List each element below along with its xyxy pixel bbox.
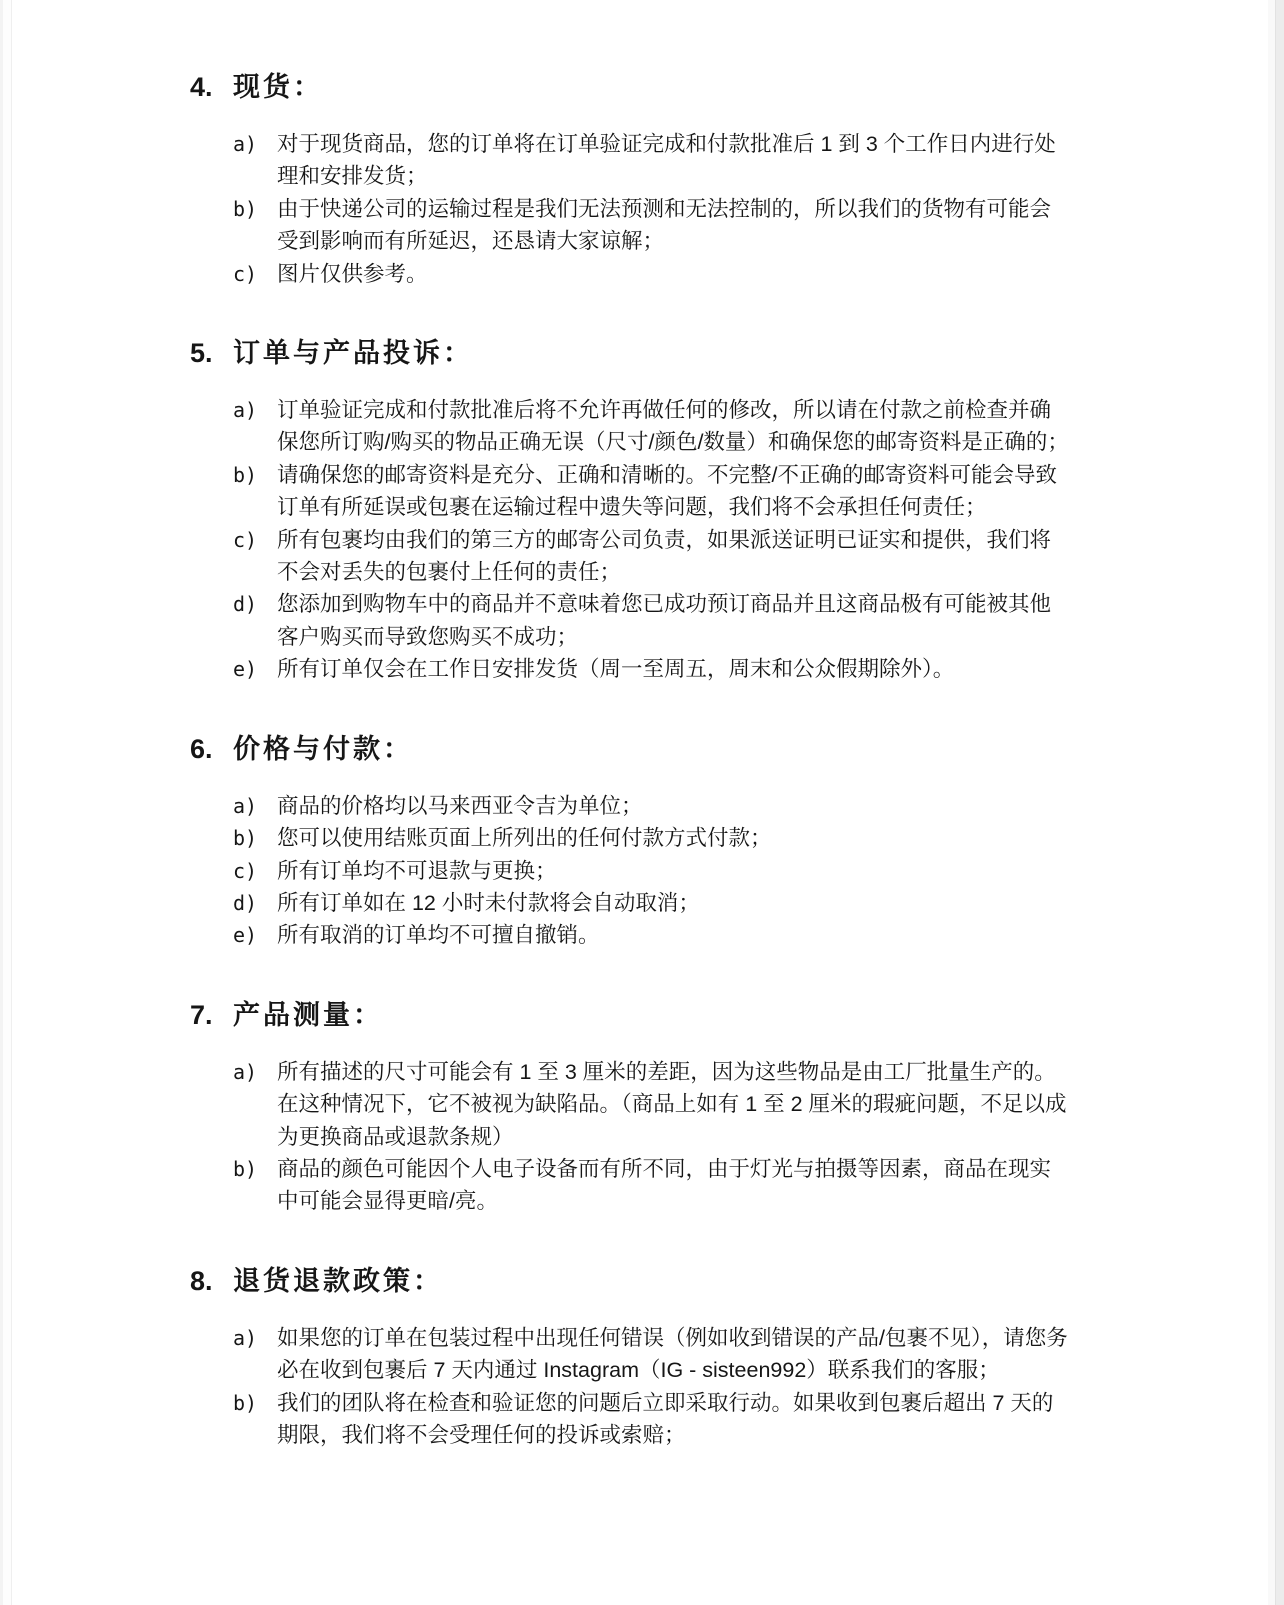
item-label: a) <box>233 1059 258 1084</box>
section-number: 8. <box>190 1265 213 1296</box>
item-text: 您添加到购物车中的商品并不意味着您已成功预订商品并且这商品极有可能被其他客户购买而导致您购买不成功； <box>277 592 1052 649</box>
list-item <box>233 128 1071 193</box>
items-list <box>233 1322 1071 1452</box>
item-label: c) <box>233 527 258 552</box>
item-text: 由于快递公司的运输过程是我们无法预测和无法控制的，所以我们的货物有可能会受到影响而有所延迟，还恳请大家谅解； <box>277 196 1052 254</box>
document-page <box>12 0 1267 1605</box>
section-title: 现货： <box>233 72 323 102</box>
document-content <box>12 0 1267 1451</box>
list-item <box>233 919 1071 951</box>
section-heading <box>190 732 1071 766</box>
section-number: 5. <box>190 338 213 369</box>
item-label: d) <box>233 592 258 617</box>
item-label: a) <box>233 132 258 156</box>
items-list <box>233 790 1071 952</box>
item-text: 对于现货商品，您的订单将在订单验证完成和付款批准后 1 到 3 个工作日内进行处理和安排发货； <box>277 132 1056 189</box>
item-label: c) <box>233 261 258 286</box>
item-text: 订单验证完成和付款批准后将不允许再做任何的修改，所以请在付款之前检查并确保您所订购/购买的物品正确无误（尺寸/颜色/数量）和确保您的邮寄资料是正确的； <box>277 398 1069 455</box>
list-item <box>233 1153 1071 1218</box>
section-heading <box>190 70 1071 104</box>
item-label: b) <box>233 196 258 221</box>
item-label: b) <box>233 1156 258 1181</box>
item-label: c) <box>233 858 258 883</box>
section-number: 4. <box>190 72 213 102</box>
section-4-in-stock <box>190 70 1071 290</box>
item-label: a) <box>233 398 258 423</box>
section-number: 7. <box>190 999 213 1030</box>
item-label: d) <box>233 890 258 915</box>
item-label: a) <box>233 793 258 818</box>
section-5-order-complaints <box>190 336 1071 686</box>
item-text: 所有订单如在 12 小时未付款将会自动取消； <box>277 890 700 915</box>
item-text: 商品的颜色可能因个人电子设备而有所不同，由于灯光与拍摄等因素，商品在现实中可能会显得更暗/亮。 <box>277 1156 1052 1214</box>
item-text: 所有订单仅会在工作日安排发货（周一至周五，周末和公众假期除外）。 <box>277 657 955 682</box>
item-text: 如果您的订单在包装过程中出现任何错误（例如收到错误的产品/包裹不见），请您务必在收到包裹后 7 天内通过 Instagram（IG - sisteen992）联系我们的客服； <box>277 1325 1068 1383</box>
list-item <box>233 588 1071 653</box>
list-item <box>233 653 1071 685</box>
list-item <box>233 822 1071 854</box>
section-heading <box>190 998 1071 1032</box>
item-text: 所有取消的订单均不可擅自撤销。 <box>277 923 600 948</box>
item-label: e) <box>233 923 258 948</box>
item-label: b) <box>233 462 258 487</box>
item-text: 所有订单均不可退款与更换； <box>277 858 557 883</box>
item-text: 所有描述的尺寸可能会有 1 至 3 厘米的差距，因为这些物品是由工厂批量生产的。在这种情况下，它不被视为缺陷品。（商品上如有 1 至 2 厘米的瑕疵问题，不足以成为更换商品或退款条规） <box>277 1059 1067 1149</box>
section-title: 订单与产品投诉： <box>233 338 473 369</box>
section-number: 6. <box>190 733 213 764</box>
section-heading <box>190 336 1071 370</box>
items-list <box>233 1056 1071 1218</box>
item-text: 请确保您的邮寄资料是充分、正确和清晰的。不完整/不正确的邮寄资料可能会导致订单有所延误或包裹在运输过程中遗失等问题，我们将不会承担任何责任； <box>277 462 1057 520</box>
list-item <box>233 524 1071 589</box>
list-item <box>233 1387 1071 1452</box>
item-text: 图片仅供参考。 <box>277 261 428 286</box>
list-item <box>233 394 1071 459</box>
section-7-product-measurement <box>190 998 1071 1218</box>
item-text: 商品的价格均以马来西亚令吉为单位； <box>277 793 643 818</box>
viewer-right-edge <box>1275 0 1284 1605</box>
list-item <box>233 1056 1071 1153</box>
list-item <box>233 887 1071 919</box>
item-label: b) <box>233 826 258 851</box>
item-label: a) <box>233 1325 258 1350</box>
list-item <box>233 855 1071 887</box>
section-title: 产品测量： <box>233 999 383 1030</box>
items-list <box>233 394 1071 686</box>
list-item <box>233 258 1071 290</box>
items-list <box>233 128 1071 290</box>
list-item <box>233 193 1071 258</box>
item-label: b) <box>233 1390 258 1415</box>
item-text: 所有包裹均由我们的第三方的邮寄公司负责，如果派送证明已证实和提供，我们将不会对丢失的包裹付上任何的责任； <box>277 527 1052 585</box>
item-text: 我们的团队将在检查和验证您的问题后立即采取行动。如果收到包裹后超出 7 天的期限，我们将不会受理任何的投诉或索赔； <box>277 1390 1054 1447</box>
item-label: e) <box>233 657 258 682</box>
list-item <box>233 459 1071 524</box>
item-text: 您可以使用结账页面上所列出的任何付款方式付款； <box>277 826 772 851</box>
section-heading <box>190 1264 1071 1298</box>
section-8-return-refund-policy <box>190 1264 1071 1452</box>
list-item <box>233 1322 1071 1387</box>
list-item <box>233 790 1071 822</box>
viewer-left-edge <box>0 0 12 1605</box>
section-title: 价格与付款： <box>233 733 413 764</box>
section-title: 退货退款政策： <box>233 1265 443 1296</box>
section-6-price-payment <box>190 732 1071 952</box>
